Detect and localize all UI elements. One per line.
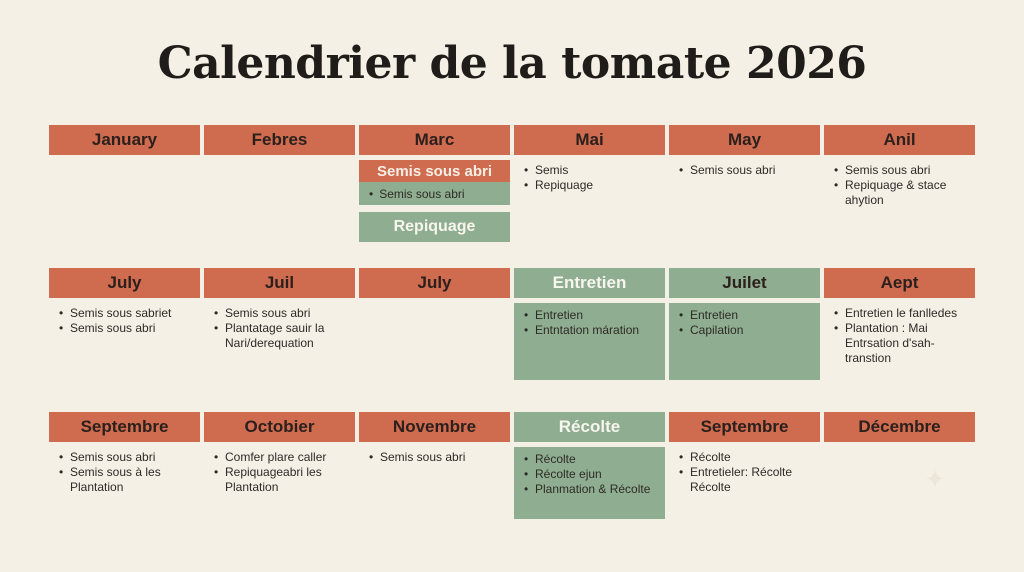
task-item: • Comfer plare caller xyxy=(210,450,349,465)
month-header: Septembre xyxy=(669,412,820,442)
month-septembre xyxy=(49,412,200,503)
month-novembre xyxy=(359,412,510,473)
task-list xyxy=(669,303,820,346)
task-item: • Récolte xyxy=(520,452,659,467)
task-item: • Entretien xyxy=(520,308,659,323)
month-header: July xyxy=(49,268,200,298)
task-item: • Entretieler: Récolte Récolte xyxy=(675,465,814,495)
month-juil xyxy=(204,268,355,359)
month-header: Febres xyxy=(204,125,355,155)
month-juilet xyxy=(669,268,820,380)
task-item: • Semis sous à les Plantation xyxy=(55,465,194,495)
month-july-2 xyxy=(359,268,510,298)
month-header: May xyxy=(669,125,820,155)
task-list xyxy=(514,303,665,346)
task-list xyxy=(49,298,200,344)
task-item: • Récolte xyxy=(675,450,814,465)
sub-item-text: Semis sous abri xyxy=(379,186,465,201)
task-item: • Semis sous abri xyxy=(830,163,969,178)
task-list xyxy=(824,155,975,216)
month-entretien xyxy=(514,268,665,380)
month-decembre xyxy=(824,412,975,442)
task-item: • Semis sous sabriet xyxy=(55,306,194,321)
task-item: • Semis xyxy=(520,163,659,178)
month-header: Marc xyxy=(359,125,510,155)
month-header: July xyxy=(359,268,510,298)
task-item: • Semis sous abri xyxy=(675,163,814,178)
task-item: • Plantatage sauir la Nari/derequation xyxy=(210,321,349,351)
month-header: Juilet xyxy=(669,268,820,298)
task-item: • Récolte ejun xyxy=(520,467,659,482)
month-header: Octobier xyxy=(204,412,355,442)
month-mai xyxy=(514,125,665,201)
task-box xyxy=(669,303,820,380)
month-recolte xyxy=(514,412,665,519)
task-list xyxy=(669,155,820,186)
task-box xyxy=(514,303,665,380)
task-item: • Repiquageabri les Plantation xyxy=(210,465,349,495)
task-item: • Semis sous abri xyxy=(55,450,194,465)
month-header: Septembre xyxy=(49,412,200,442)
task-list xyxy=(49,442,200,503)
task-item: • Semis sous abri xyxy=(210,306,349,321)
task-item: • Semis sous abri xyxy=(365,450,504,465)
task-list xyxy=(359,442,510,473)
task-list xyxy=(204,298,355,359)
month-septembre-2 xyxy=(669,412,820,503)
task-box xyxy=(514,447,665,519)
month-header: Juil xyxy=(204,268,355,298)
task-list xyxy=(514,155,665,201)
task-list xyxy=(669,442,820,503)
month-header: Décembre xyxy=(824,412,975,442)
task-list xyxy=(824,298,975,374)
sparkle-icon: ✦ xyxy=(924,464,946,494)
task-item: • Capilation xyxy=(675,323,814,338)
month-marc xyxy=(359,125,510,205)
task-list xyxy=(514,447,665,505)
page-title: Calendrier de la tomate 2026 xyxy=(157,38,867,89)
month-header: Anil xyxy=(824,125,975,155)
month-header: Entretien xyxy=(514,268,665,298)
task-list xyxy=(204,442,355,503)
month-febres xyxy=(204,125,355,155)
task-item: • Planmation & Récolte xyxy=(520,482,659,497)
task-item: • Repiquage & stace ahytion xyxy=(830,178,969,208)
task-item: • Semis sous abri xyxy=(55,321,194,336)
task-item: • Repiquage xyxy=(520,178,659,193)
month-header: Mai xyxy=(514,125,665,155)
month-header: Récolte xyxy=(514,412,665,442)
month-header: January xyxy=(49,125,200,155)
repiquage-bar: Repiquage xyxy=(359,212,510,242)
month-anil xyxy=(824,125,975,216)
sub-item xyxy=(359,182,510,205)
task-item: • Entretien le fanlledes xyxy=(830,306,969,321)
bullet-icon: • xyxy=(369,186,374,201)
task-item: • Entntation máration xyxy=(520,323,659,338)
month-may xyxy=(669,125,820,186)
task-item: • Entretien xyxy=(675,308,814,323)
month-january xyxy=(49,125,200,155)
month-header: Novembre xyxy=(359,412,510,442)
month-aept xyxy=(824,268,975,374)
month-header: Aept xyxy=(824,268,975,298)
month-july xyxy=(49,268,200,344)
sub-header: Semis sous abri xyxy=(359,160,510,182)
month-octobier xyxy=(204,412,355,503)
task-item: • Plantation : Mai Entrsation d'sah-transtion xyxy=(830,321,969,366)
